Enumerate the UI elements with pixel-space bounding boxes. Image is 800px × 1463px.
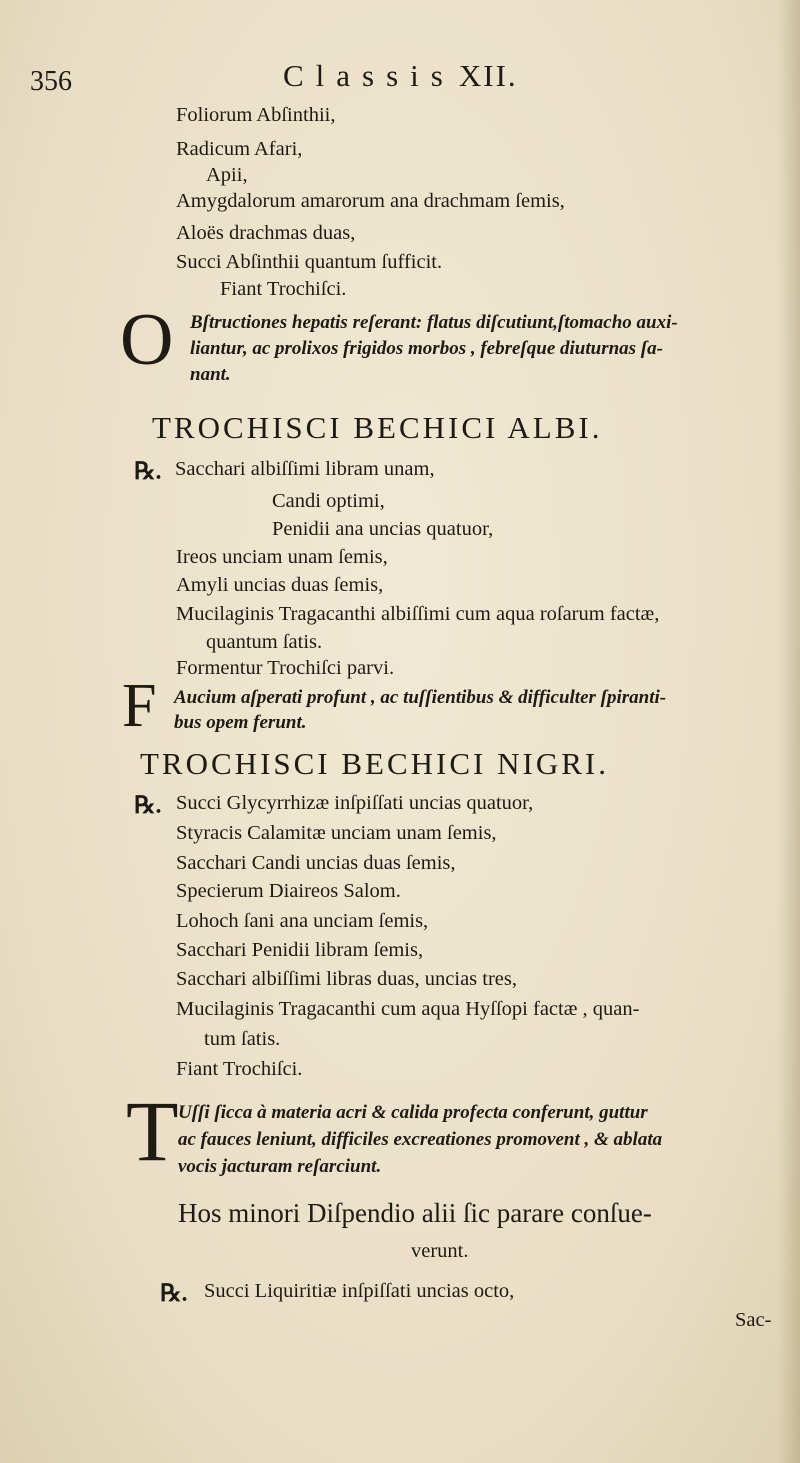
recipe-line: Radicum Afari, [176,138,303,160]
recipe-line: Sacchari Penidii libram ſemis, [176,939,424,961]
recipe-line: Candi optimi, [272,490,385,512]
recipe-symbol: ℞. [160,1281,188,1307]
note-line: nant. [190,364,231,385]
recipe-line: Lohoch ſani ana unciam ſemis, [176,910,429,932]
drop-cap: F [122,672,157,740]
running-head [283,58,518,94]
note-line: Bſtructiones hepatis reſerant: flatus diſcutiunt,ſtomacho auxi- [190,312,678,333]
recipe-line: Succi Liquiritiæ inſpiſſati uncias octo, [204,1280,515,1302]
section-heading: TROCHISCI BECHICI NIGRI. [140,746,609,781]
running-head-roman: XII. [458,58,518,93]
note-line: liantur, ac prolixos frigidos morbos , febreſque diuturnas ſa- [190,338,663,359]
recipe-line: Succi Glycyrrhizæ inſpiſſati uncias quatuor, [176,792,534,814]
recipe-line: Amygdalorum amarorum ana drachmam ſemis, [176,190,565,212]
recipe-line: Sacchari albiſſimi libras duas, uncias tres, [176,968,518,990]
recipe-symbol: ℞. [134,793,162,819]
recipe-line: Formentur Trochiſci parvi. [176,657,395,679]
recipe-line: Ireos unciam unam ſemis, [176,546,388,568]
recipe-line: Fiant Trochiſci. [220,278,347,300]
recipe-symbol: ℞. [134,459,162,485]
page-number: 356 [30,66,72,97]
closing-line: Hos minori Diſpendio alii ſic parare conſue- [178,1198,652,1228]
drop-cap: T [126,1083,179,1179]
note-line: bus opem ferunt. [174,712,307,733]
recipe-line: Specierum Diaireos Salom. [176,880,401,902]
recipe-line: tum ſatis. [204,1028,281,1050]
recipe-line: Succi Abſinthii quantum ſufficit. [176,251,443,273]
note-line: Aucium aſperati profunt , ac tuſſientibus & difficulter ſpiranti- [174,687,667,708]
recipe-line: Sacchari Candi uncias duas ſemis, [176,852,456,874]
recipe-line: Foliorum Abſinthii, [176,104,336,126]
recipe-line: quantum ſatis. [206,631,323,653]
drop-cap: O [120,299,174,381]
recipe-line: Styracis Calamitæ unciam unam ſemis, [176,822,497,844]
recipe-line: Aloës drachmas duas, [176,222,356,244]
recipe-line: Amyli uncias duas ſemis, [176,574,384,596]
recipe-line: Mucilaginis Tragacanthi cum aqua Hyſſopi factæ , quan- [176,998,640,1020]
recipe-line: Sacchari albiſſimi libram unam, [175,458,435,480]
recipe-line: Apii, [206,164,248,186]
recipe-line: Penidii ana uncias quatuor, [272,518,494,540]
running-head-title: Classis [283,58,455,93]
catchword: Sac- [735,1309,772,1331]
closing-line: verunt. [411,1240,469,1262]
page-edge-shadow [778,0,800,1463]
section-heading: TROCHISCI BECHICI ALBI. [152,410,603,445]
note-line: vocis jacturam reſarciunt. [178,1156,382,1177]
note-line: ac fauces leniunt, difficiles excreationes promovent , & ablata [178,1129,663,1150]
recipe-line: Mucilaginis Tragacanthi albiſſimi cum aqua roſarum factæ, [176,603,660,625]
note-line: Uſſi ſicca à materia acri & calida profecta conferunt, guttur [178,1102,648,1123]
recipe-line: Fiant Trochiſci. [176,1058,303,1080]
